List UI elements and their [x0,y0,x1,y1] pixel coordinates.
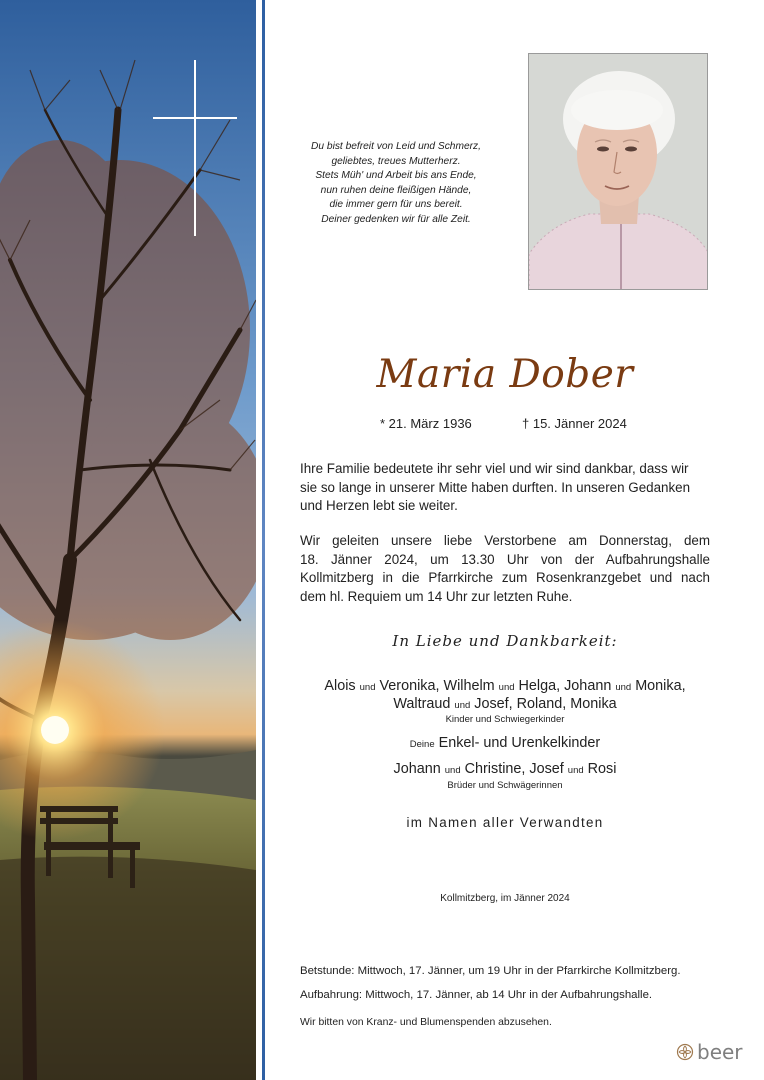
relatives-line: im Namen aller Verwandten [406,815,604,830]
mourners-line: Alois und Veronika, Wilhelm und Helga, Johann und Monika, [324,678,686,694]
paragraph-line: 18. Jänner 2024, um 13.30 Uhr von der Aufbahrungshalle [300,551,710,567]
verse-line: geliebtes, treues Mutterherz. [331,155,461,167]
portrait-photo [528,53,708,290]
funeral-paragraph [300,532,710,606]
flower-icon [676,1043,694,1061]
verse-line: Du bist befreit von Leid und Schmerz, [311,141,481,152]
verse-line: nun ruhen deine fleißigen Hände, [320,184,472,196]
place-date: Kollmitzberg, im Jänner 2024 [440,893,570,904]
mourners-role: Brüder und Schwägerinnen [447,780,563,791]
family-paragraph [300,460,710,516]
deceased-name: Maria Dober [376,352,634,397]
prayer-info: Betstunde: Mittwoch, 17. Jänner, um 19 Uhr in der Pfarrkirche Kollmitzberg. [300,965,681,977]
mourners-line: Johann und Christine, Josef und Rosi [393,761,617,777]
paragraph-line: Ihre Familie bedeutete ihr sehr viel und wir sind dankbar, dass wir [300,461,689,476]
paragraph-line: Wir geleiten unsere liebe Verstorbene am Donnerstag, dem [300,533,710,548]
paragraph-line: und Herzen lebt sie weiter. [300,498,458,514]
landscape-photo [0,0,256,1080]
mourners-role: Kinder und Schwiegerkinder [445,714,565,725]
thanks-heading: In Liebe und Dankbarkeit: [392,632,618,650]
verse-line: die immer gern für uns bereit. [329,199,463,211]
paragraph-line: sie so lange in unserer Mitte haben durften. In unseren Gedanken [300,479,691,495]
verse-line: Stets Müh' und Arbeit bis ans Ende, [315,170,477,182]
verse-line: Deiner gedenken wir für alle Zeit. [321,213,471,225]
memorial-verse [280,140,512,228]
paragraph-line: dem hl. Requiem um 14 Uhr zur letzten Ruhe. [300,588,573,604]
birth-date: * 21. März 1936 [380,416,472,431]
paragraph-line: Kollmitzberg in die Pfarrkirche zum Rosenkranzgebet und nach [300,570,710,586]
beer-logo [676,1040,743,1064]
death-date: † 15. Jänner 2024 [522,416,627,431]
logo-text: beer [697,1040,743,1064]
blue-divider-line [262,0,265,1080]
flowers-note: Wir bitten von Kranz- und Blumenspenden abzusehen. [300,1017,552,1028]
cross-icon [150,58,240,238]
viewing-info: Aufbahrung: Mittwoch, 17. Jänner, ab 14 Uhr in der Aufbahrungshalle. [300,989,653,1001]
mourners-line: Waltraud und Josef, Roland, Monika [393,696,617,712]
mourners-line: Deine Enkel- und Urenkelkinder [409,735,601,751]
